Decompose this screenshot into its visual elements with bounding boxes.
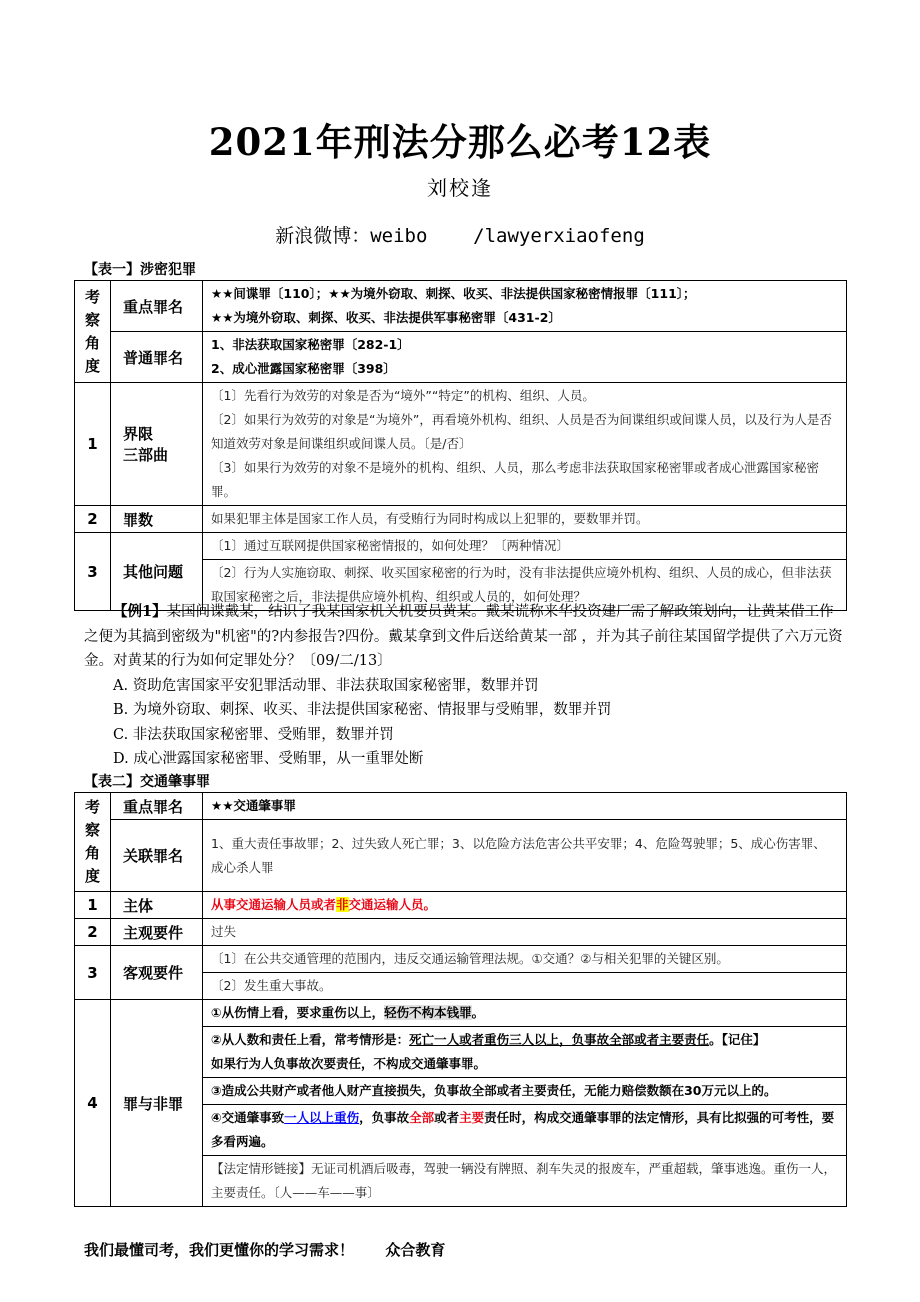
boundary-item-3: ③造成公共财产或者他人财产直接损失，负事故全部或者主要责任，无能力赔偿数额在30万元以上的。 — [203, 1078, 847, 1105]
row-number: 3 — [75, 533, 111, 611]
weibo-handle: 新浪微博：weibo /lawyerxiaofeng — [275, 225, 645, 247]
table2 — [74, 792, 847, 1207]
example-1 — [84, 600, 844, 772]
related-crime-list: 1、重大责任事故罪；2、过失致人死亡罪；3、以危险方法危害公共平安罪；4、危险驾驶罪；5、成心伤害罪、成心杀人罪 — [203, 820, 847, 892]
other-issues-label: 其他问题 — [111, 533, 203, 611]
footer-brand: 众合教育 — [385, 1241, 446, 1259]
author-name: 刘校逢 — [427, 176, 493, 200]
row-number: 2 — [75, 506, 111, 533]
multiple-crimes-label: 罪数 — [111, 506, 203, 533]
subjective-label: 主观要件 — [111, 919, 203, 946]
boundary-item-1: ①从伤情上看，要求重伤以上，轻伤不构本钱罪。 — [203, 1000, 847, 1027]
key-crime-label: 重点罪名 — [111, 793, 203, 820]
common-crime-list: 1、非法获取国家秘密罪〔282-1〕 2、成心泄露国家秘密罪〔398〕 — [203, 332, 847, 383]
subject-label: 主体 — [111, 892, 203, 919]
footer-slogan: 我们最懂司考，我们更懂你的学习需求！ — [84, 1241, 355, 1259]
objective-item-1: 〔1〕在公共交通管理的范围内，违反交通运输管理法规。①交通？②与相关犯罪的关键区别。 — [203, 946, 847, 973]
table1-heading: 【表一】涉密犯罪 — [84, 262, 196, 278]
option-c: C. 非法获取国家秘密罪、受贿罪，数罪并罚 — [113, 726, 394, 743]
page-title: 2021年刑法分那么必考12表 — [208, 120, 712, 164]
related-crime-label: 关联罪名 — [111, 820, 203, 892]
key-crime-label: 重点罪名 — [111, 281, 203, 332]
objective-item-2: 〔2〕发生重大事故。 — [203, 973, 847, 1000]
row-number: 3 — [75, 946, 111, 1000]
legal-scenario-link: 【法定情形链接】无证司机酒后吸毒，驾驶一辆没有牌照、刹车失灵的报废车，严重超载，肇事逃逸。重伤一人，主要责任。〔人——车——事〕 — [203, 1156, 847, 1207]
common-crime-label: 普通罪名 — [111, 332, 203, 383]
objective-label: 客观要件 — [111, 946, 203, 1000]
boundary-item-2: ②从人数和责任上看，常考情形是：死亡一人或者重伤三人以上，负事故全部或者主要责任。【记住】 如果行为人负事故次要责任，不构成交通肇事罪。 — [203, 1027, 847, 1078]
subjective-content: 过失 — [203, 919, 847, 946]
other-issue-1: 〔1〕通过互联网提供国家秘密情报的，如何处理？〔两种情况〕 — [203, 533, 847, 560]
footer — [84, 1239, 445, 1260]
example-body: 某国间谍戴某，结识了我某国家机关机要员黄某。戴某谎称来华投资建厂需了解政策划向，让黄某借工作之便为其搞到密级为"机密"的?内参报告?四份。戴某拿到文件后送给黄某一部 ，并为其子前往某国留学提供了六万元资金。对黄某的行为如何定罪处分？〔09/二/13〕 — [84, 604, 843, 669]
key-crime-value: ★★交通肇事罪 — [203, 793, 847, 820]
angle-label: 考 察 角 度 — [75, 793, 111, 892]
boundary-item-4: ④交通肇事致一人以上重伤，负事故全部或者主要责任时，构成交通肇事罪的法定情形，具有比拟强的可考性，要多看两遍。 — [203, 1105, 847, 1156]
row-number: 1 — [75, 892, 111, 919]
example-label: 【例1】 — [113, 603, 167, 620]
subject-content: 从事交通运输人员或者非交通运输人员。 — [203, 892, 847, 919]
boundary-label: 界限 三部曲 — [111, 383, 203, 506]
option-a: A. 资助危害国家平安犯罪活动罪、非法获取国家秘密罪，数罪并罚 — [113, 677, 539, 694]
crime-boundary-label: 罪与非罪 — [111, 1000, 203, 1207]
boundary-content: 〔1〕先看行为效劳的对象是否为“境外”“特定”的机构、组织、人员。 〔2〕如果行为效劳的对象是“为境外”，再看境外机构、组织、人员是否为间谍组织或间谍人员，以及行为人是否知道效劳对象是间谍组织或间谍人员。〔是/否〕 〔3〕如果行为效劳的对象不是境外的机构、组织、人员，那么考虑非法获取国家秘密罪或者成心泄露国家秘密罪。 — [203, 383, 847, 506]
option-d: D. 成心泄露国家秘密罪、受贿罪，从一重罪处断 — [113, 751, 424, 767]
table2-heading: 【表二】交通肇事罪 — [84, 774, 210, 790]
table1 — [74, 280, 847, 611]
multiple-crimes-content: 如果犯罪主体是国家工作人员，有受贿行为同时构成以上犯罪的，要数罪并罚。 — [203, 506, 847, 533]
row-number: 4 — [75, 1000, 111, 1207]
row-number: 2 — [75, 919, 111, 946]
option-b: B. 为境外窃取、刺探、收买、非法提供国家秘密、情报罪与受贿罪，数罪并罚 — [113, 702, 612, 718]
angle-label: 考 察 角 度 — [75, 281, 111, 383]
row-number: 1 — [75, 383, 111, 506]
other-issue-2: 〔2〕行为人实施窃取、刺探、收买国家秘密的行为时，没有非法提供应境外机构、组织、人员的成心，但非法获取国家秘密之后，非法提供应境外机构、组织或人员的，如何处理？ — [203, 560, 847, 611]
key-crime-list: ★★间谍罪〔110〕；★★为境外窃取、刺探、收买、非法提供国家秘密情报罪〔111〕； ★★为境外窃取、刺探、收买、非法提供军事秘密罪〔431-2〕 — [203, 281, 847, 332]
